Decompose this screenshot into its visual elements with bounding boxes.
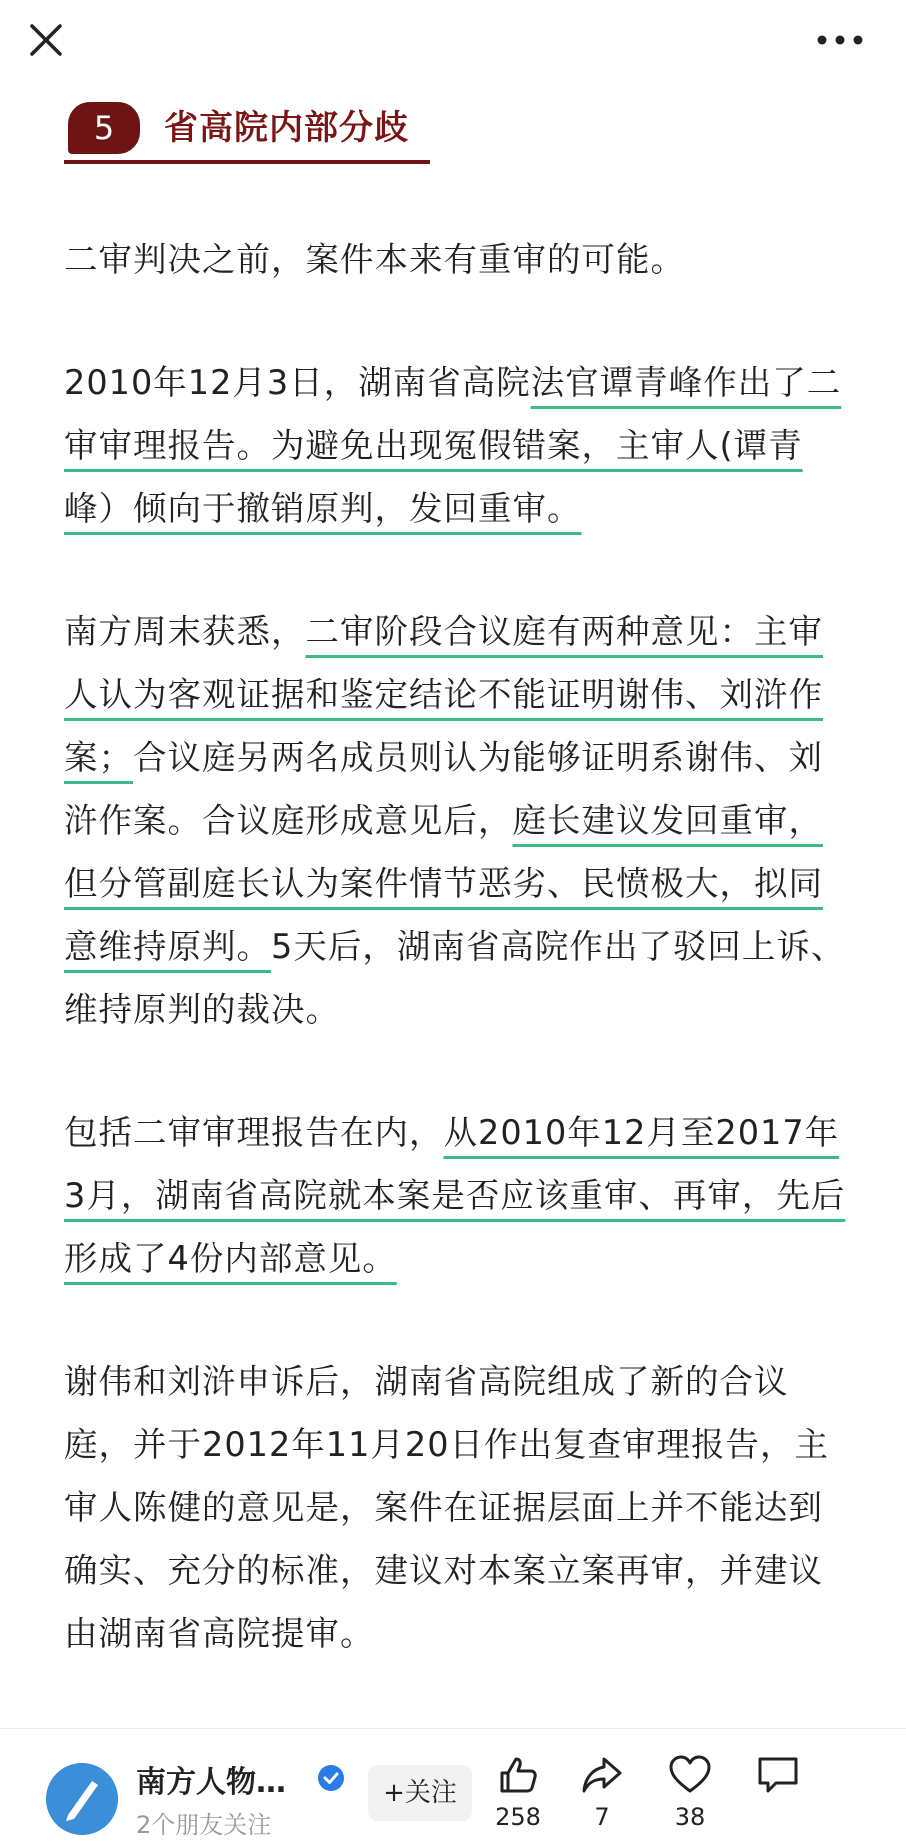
- paragraph-1-text: 二审判决之前，案件本来有重审的可能。: [64, 240, 685, 279]
- share-count: 7: [594, 1803, 610, 1831]
- paragraph-3: [64, 600, 854, 1041]
- paragraph-4-highlight: 从2010年12月至2017年3月，湖南省高院就本案是否应该重审、再审，先后形成了4份内部意见。: [64, 1113, 846, 1278]
- section-number-badge: 5: [68, 102, 140, 154]
- section-underline: [64, 160, 430, 164]
- verified-icon: [316, 1763, 346, 1793]
- section-title: 省高院内部分歧: [164, 108, 409, 148]
- section-heading: [64, 98, 430, 168]
- more-options-button[interactable]: [814, 24, 866, 56]
- paragraph-5-text: 谢伟和刘浒申诉后，湖南省高院组成了新的合议庭，并于2012年11月20日作出复查审理报告，主审人陈健的意见是，案件在证据层面上并不能达到确实、充分的标准，建议对本案立案再审，并建议由湖南省高院提审。: [64, 1362, 830, 1653]
- like-button[interactable]: [482, 1753, 554, 1837]
- comment-button[interactable]: [742, 1753, 814, 1837]
- heart-icon: [668, 1753, 712, 1797]
- like-count: 258: [495, 1803, 541, 1831]
- paragraph-3-text-a: 南方周末获悉，: [64, 612, 306, 651]
- follow-button[interactable]: +关注: [368, 1765, 472, 1821]
- article-body: [64, 228, 854, 1725]
- paragraph-1: [64, 228, 854, 291]
- paragraph-4-text: 包括二审审理报告在内，: [64, 1113, 444, 1152]
- paragraph-2: [64, 351, 854, 540]
- account-name[interactable]: 南方人物…: [136, 1765, 286, 1800]
- friends-following-text: 2个朋友关注: [136, 1811, 272, 1839]
- paragraph-3-highlight-2: 庭长建议发回重审，但分管副庭长认为案件情节恶劣、民愤极大，拟同意维持原判。: [64, 801, 823, 966]
- favorite-count: 38: [674, 1803, 706, 1831]
- top-bar: [0, 0, 906, 96]
- share-button[interactable]: [566, 1753, 638, 1837]
- paragraph-2-text: 2010年12月3日，湖南省高院: [64, 363, 531, 402]
- more-horizontal-icon: [814, 24, 866, 56]
- account-avatar[interactable]: [46, 1763, 118, 1835]
- comment-icon: [756, 1753, 800, 1797]
- paragraph-3-highlight-1: 二审阶段合议庭有两种意见：主审人认为客观证据和鉴定结论不能证明谢伟、刘浒作案；: [64, 612, 823, 777]
- close-button[interactable]: [24, 18, 68, 62]
- close-icon: [24, 18, 68, 62]
- thumbs-up-icon: [496, 1753, 540, 1797]
- paragraph-4: [64, 1101, 854, 1290]
- share-icon: [580, 1753, 624, 1797]
- paragraph-2-highlight: 法官谭青峰作出了二审审理报告。为避免出现冤假错案，主审人(谭青峰）倾向于撤销原判，发回重审。: [64, 363, 842, 528]
- pen-logo-icon: [46, 1763, 118, 1835]
- paragraph-3-text-c: 5天后，湖南省高院作出了驳回上诉、维持原判的裁决。: [64, 927, 846, 1029]
- favorite-button[interactable]: [654, 1753, 726, 1837]
- paragraph-3-text-b: 合议庭另两名成员则认为能够证明系谢伟、刘浒作案。合议庭形成意见后，: [64, 738, 823, 840]
- bottom-action-bar: [0, 1728, 906, 1842]
- paragraph-5: [64, 1350, 854, 1665]
